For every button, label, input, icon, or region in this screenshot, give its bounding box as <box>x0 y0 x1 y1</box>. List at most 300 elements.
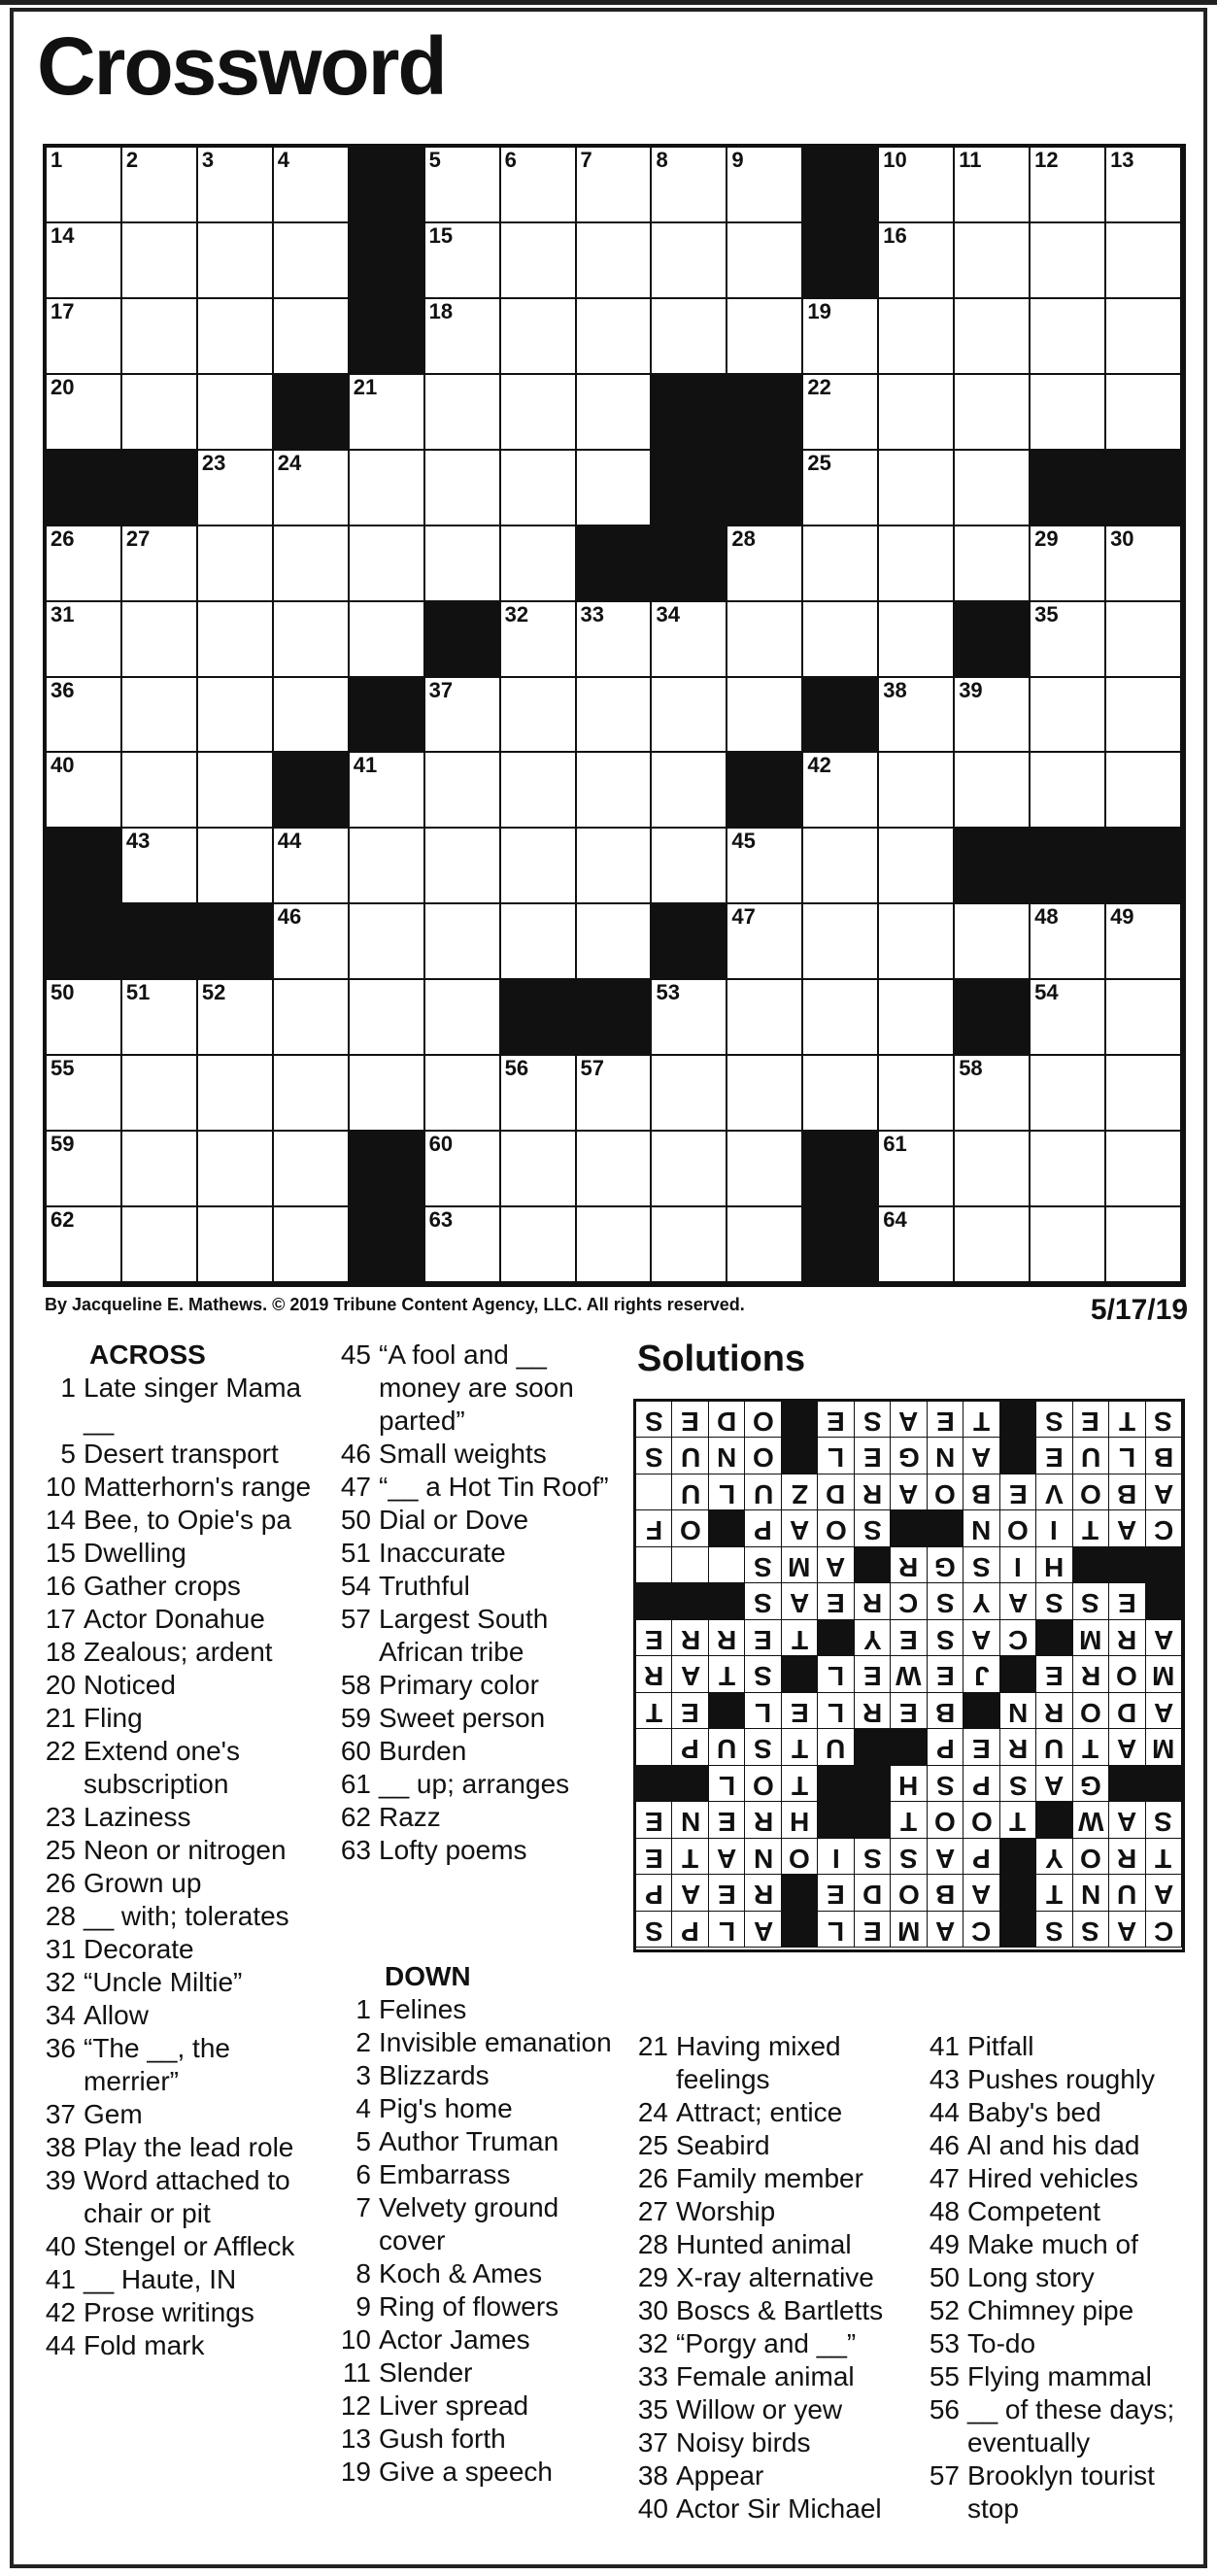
solution-cell <box>1000 1620 1036 1656</box>
grid-cell[interactable] <box>1106 753 1182 829</box>
solution-cell <box>636 1693 672 1729</box>
clue-num: 12 <box>340 2390 371 2421</box>
grid-cell[interactable] <box>1031 904 1106 980</box>
grid-cell[interactable] <box>350 829 425 904</box>
black-square <box>425 602 501 678</box>
grid-cell[interactable] <box>1031 678 1106 754</box>
clue-number: 64 <box>883 1207 907 1233</box>
grid-cell[interactable] <box>47 980 122 1056</box>
black-square <box>198 904 274 980</box>
clue-text: Actor Sir Michael <box>676 2493 882 2524</box>
grid-cell[interactable] <box>1031 602 1106 678</box>
grid-cell[interactable] <box>350 904 425 980</box>
grid-cell[interactable] <box>47 1056 122 1132</box>
grid-cell[interactable] <box>1106 148 1182 223</box>
grid-cell[interactable] <box>1106 904 1182 980</box>
solution-letter: U <box>680 1478 700 1509</box>
clue-num: 40 <box>637 2493 668 2524</box>
grid-cell[interactable] <box>727 980 803 1056</box>
grid-cell[interactable] <box>879 451 955 526</box>
solution-letter: C <box>1153 1515 1173 1546</box>
grid-cell[interactable] <box>47 375 122 451</box>
grid-cell[interactable] <box>501 299 577 375</box>
clue-num: 38 <box>637 2460 668 2491</box>
grid-cell[interactable] <box>425 980 501 1056</box>
grid-cell[interactable] <box>1031 1132 1106 1207</box>
grid-cell[interactable] <box>274 1056 350 1132</box>
grid-cell[interactable] <box>727 678 803 754</box>
solution-cell <box>709 1474 745 1510</box>
solution-cell <box>745 1620 781 1656</box>
grid-cell[interactable] <box>577 904 653 980</box>
solution-letter: E <box>1045 1661 1064 1692</box>
clue-num: 47 <box>340 1472 371 1502</box>
clue-number: 33 <box>580 601 605 627</box>
grid-cell[interactable] <box>879 526 955 602</box>
grid-cell[interactable] <box>879 904 955 980</box>
solution-letter: E <box>1117 1588 1136 1619</box>
grid-cell[interactable] <box>425 451 501 526</box>
black-square <box>955 829 1031 904</box>
clue-number: 44 <box>277 829 302 854</box>
solution-letter: I <box>1050 1515 1059 1546</box>
grid-cell[interactable] <box>577 1056 653 1132</box>
solution-cell <box>928 1474 963 1510</box>
solution-black-square <box>855 1729 891 1765</box>
grid-cell[interactable] <box>274 1132 350 1207</box>
grid-cell[interactable] <box>955 375 1031 451</box>
grid-cell[interactable] <box>652 980 727 1056</box>
grid-cell[interactable] <box>47 1207 122 1283</box>
solution-letter: D <box>826 1478 846 1509</box>
grid-cell[interactable] <box>879 1056 955 1132</box>
solution-cell <box>636 1875 672 1911</box>
grid-cell[interactable] <box>501 1132 577 1207</box>
grid-cell[interactable] <box>955 1132 1031 1207</box>
grid-cell[interactable] <box>501 1207 577 1283</box>
solution-letter: H <box>789 1807 810 1838</box>
solution-cell <box>672 1510 708 1546</box>
grid-cell[interactable] <box>803 829 879 904</box>
grid-cell[interactable] <box>577 678 653 754</box>
grid-cell[interactable] <box>803 602 879 678</box>
grid-cell[interactable] <box>1106 980 1182 1056</box>
grid-cell[interactable] <box>274 1207 350 1283</box>
clue-text: Gush forth <box>379 2423 506 2454</box>
grid-cell[interactable] <box>652 299 727 375</box>
solution-letter: R <box>862 1588 883 1619</box>
solution-cell <box>818 1656 854 1692</box>
clue-num: 20 <box>45 1670 76 1700</box>
grid-cell[interactable] <box>47 299 122 375</box>
grid-cell[interactable] <box>122 223 198 299</box>
clue-item <box>332 1504 624 1537</box>
solution-cell <box>782 1802 818 1838</box>
grid-cell[interactable] <box>955 223 1031 299</box>
grid-cell[interactable] <box>1031 223 1106 299</box>
grid-cell[interactable] <box>1106 1132 1182 1207</box>
solution-black-square <box>1000 1912 1036 1948</box>
grid-cell[interactable] <box>122 678 198 754</box>
solution-cell <box>818 1729 854 1765</box>
grid-cell[interactable] <box>1106 299 1182 375</box>
solution-black-square <box>855 1766 891 1802</box>
grid-cell[interactable] <box>879 678 955 754</box>
grid-cell[interactable] <box>425 1207 501 1283</box>
grid-cell[interactable] <box>955 1056 1031 1132</box>
solution-cell <box>709 1438 745 1474</box>
grid-cell[interactable] <box>425 904 501 980</box>
solution-letter: U <box>826 1734 846 1765</box>
solution-letter: L <box>828 1697 845 1728</box>
grid-cell[interactable] <box>955 451 1031 526</box>
grid-cell[interactable] <box>652 602 727 678</box>
down-column-2 <box>629 2030 921 2525</box>
grid-cell[interactable] <box>122 753 198 829</box>
grid-cell[interactable] <box>955 904 1031 980</box>
grid-cell[interactable] <box>1106 602 1182 678</box>
grid-cell[interactable] <box>501 904 577 980</box>
grid-cell[interactable] <box>47 1132 122 1207</box>
grid-cell[interactable] <box>198 980 274 1056</box>
solution-black-square <box>855 1802 891 1838</box>
grid-cell[interactable] <box>803 451 879 526</box>
grid-cell[interactable] <box>501 753 577 829</box>
solution-letter: E <box>862 1915 882 1947</box>
grid-cell[interactable] <box>577 1132 653 1207</box>
clue-item <box>629 2327 921 2360</box>
grid-cell[interactable] <box>955 753 1031 829</box>
grid-cell[interactable] <box>955 299 1031 375</box>
grid-cell[interactable] <box>425 1132 501 1207</box>
clue-text: Long story <box>967 2262 1095 2292</box>
grid-cell[interactable] <box>198 526 274 602</box>
grid-cell[interactable] <box>47 223 122 299</box>
grid-cell[interactable] <box>47 526 122 602</box>
grid-cell[interactable] <box>1106 223 1182 299</box>
grid-cell[interactable] <box>727 223 803 299</box>
clue-item <box>37 1438 328 1471</box>
grid-cell[interactable] <box>198 1056 274 1132</box>
solution-cell <box>818 1693 854 1729</box>
grid-cell[interactable] <box>1106 375 1182 451</box>
clue-number: 59 <box>51 1132 75 1157</box>
solution-cell <box>891 1583 927 1619</box>
clue-text: X-ray alternative <box>676 2262 874 2292</box>
grid-cell[interactable] <box>122 602 198 678</box>
clue-num: 46 <box>340 1439 371 1469</box>
solution-letter: A <box>1153 1697 1173 1728</box>
grid-cell[interactable] <box>350 526 425 602</box>
grid-cell[interactable] <box>274 148 350 223</box>
solution-letter: R <box>644 1661 664 1692</box>
solution-cell <box>1146 1802 1182 1838</box>
grid-cell[interactable] <box>652 1207 727 1283</box>
grid-cell[interactable] <box>501 526 577 602</box>
down-column-3 <box>921 2030 1198 2525</box>
clue-text: Noticed <box>84 1670 176 1700</box>
grid-cell[interactable] <box>955 526 1031 602</box>
solution-letter: P <box>935 1734 955 1765</box>
grid-cell[interactable] <box>274 980 350 1056</box>
grid-cell[interactable] <box>803 526 879 602</box>
grid-cell[interactable] <box>350 980 425 1056</box>
grid-cell[interactable] <box>47 678 122 754</box>
grid-cell[interactable] <box>879 980 955 1056</box>
grid-cell[interactable] <box>577 829 653 904</box>
grid-cell[interactable] <box>879 375 955 451</box>
clue-text: Largest South African tribe <box>379 1604 549 1667</box>
grid-cell[interactable] <box>955 678 1031 754</box>
grid-cell[interactable] <box>425 829 501 904</box>
grid-cell[interactable] <box>350 753 425 829</box>
grid-cell[interactable] <box>501 829 577 904</box>
clue-number: 52 <box>201 980 226 1005</box>
solution-cell <box>928 1438 963 1474</box>
grid-cell[interactable] <box>652 1132 727 1207</box>
grid-cell[interactable] <box>879 829 955 904</box>
grid-cell[interactable] <box>47 148 122 223</box>
solution-letter: U <box>1044 1734 1065 1765</box>
grid-cell[interactable] <box>803 1056 879 1132</box>
clue-text: Lofty poems <box>379 1835 527 1865</box>
clue-text: Boscs & Bartletts <box>676 2295 884 2325</box>
solution-cell <box>709 1875 745 1911</box>
grid-cell[interactable] <box>1031 980 1106 1056</box>
grid-cell[interactable] <box>122 526 198 602</box>
clue-number: 36 <box>51 677 75 702</box>
grid-cell[interactable] <box>122 829 198 904</box>
clue-text: Decorate <box>84 1934 194 1964</box>
grid-cell[interactable] <box>577 451 653 526</box>
clue-text: Embarrass <box>379 2159 511 2189</box>
grid-cell[interactable] <box>350 602 425 678</box>
grid-cell[interactable] <box>652 678 727 754</box>
grid-cell[interactable] <box>652 1056 727 1132</box>
solution-letter: O <box>934 1478 956 1509</box>
grid-cell[interactable] <box>274 223 350 299</box>
grid-cell[interactable] <box>1031 526 1106 602</box>
grid-cell[interactable] <box>727 829 803 904</box>
grid-cell[interactable] <box>727 1056 803 1132</box>
grid-cell[interactable] <box>274 602 350 678</box>
clue-number: 31 <box>51 601 75 627</box>
grid-cell[interactable] <box>274 829 350 904</box>
clue-num: 44 <box>45 2330 76 2360</box>
solution-cell <box>818 1474 854 1510</box>
grid-cell[interactable] <box>122 375 198 451</box>
grid-cell[interactable] <box>425 375 501 451</box>
grid-cell[interactable] <box>577 753 653 829</box>
grid-cell[interactable] <box>274 451 350 526</box>
grid-cell[interactable] <box>501 148 577 223</box>
grid-cell[interactable] <box>198 451 274 526</box>
grid-cell[interactable] <box>501 375 577 451</box>
grid-cell[interactable] <box>198 148 274 223</box>
grid-cell[interactable] <box>501 1056 577 1132</box>
solution-letter: S <box>935 1770 955 1801</box>
solution-cell <box>782 1766 818 1802</box>
grid-cell[interactable] <box>274 526 350 602</box>
grid-cell[interactable] <box>122 980 198 1056</box>
solution-cell <box>928 1875 963 1911</box>
clue-text: “A fool and __ money are soon parted” <box>379 1339 574 1436</box>
grid-cell[interactable] <box>198 1132 274 1207</box>
clue-num: 31 <box>45 1934 76 1964</box>
solution-letter: B <box>1117 1478 1137 1509</box>
grid-cell[interactable] <box>122 1056 198 1132</box>
grid-cell[interactable] <box>122 299 198 375</box>
grid-cell[interactable] <box>1031 1207 1106 1283</box>
clue-text: Matterhorn's range <box>84 1472 312 1502</box>
grid-cell[interactable] <box>879 602 955 678</box>
grid-cell[interactable] <box>501 602 577 678</box>
black-square <box>350 1132 425 1207</box>
grid-cell[interactable] <box>425 526 501 602</box>
grid-cell[interactable] <box>501 678 577 754</box>
grid-cell[interactable] <box>425 753 501 829</box>
grid-cell[interactable] <box>803 299 879 375</box>
grid-cell[interactable] <box>1106 1207 1182 1283</box>
grid-cell[interactable] <box>955 1207 1031 1283</box>
grid-cell[interactable] <box>577 375 653 451</box>
clue-num: 15 <box>45 1538 76 1568</box>
black-square <box>652 526 727 602</box>
solution-letter: O <box>934 1807 956 1838</box>
grid-cell[interactable] <box>198 375 274 451</box>
clue-text: Sweet person <box>379 1703 546 1733</box>
clue-num: 25 <box>45 1835 76 1865</box>
clue-num: 50 <box>340 1505 371 1535</box>
clue-text: Actor James <box>379 2324 530 2355</box>
grid-cell[interactable] <box>198 223 274 299</box>
grid-cell[interactable] <box>1031 1056 1106 1132</box>
grid-cell[interactable] <box>879 1132 955 1207</box>
clue-num: 36 <box>45 2033 76 2063</box>
grid-cell[interactable] <box>198 753 274 829</box>
grid-cell[interactable] <box>652 829 727 904</box>
grid-cell[interactable] <box>1106 678 1182 754</box>
grid-cell[interactable] <box>47 753 122 829</box>
grid-cell[interactable] <box>803 375 879 451</box>
grid-cell[interactable] <box>198 678 274 754</box>
grid-cell[interactable] <box>577 223 653 299</box>
grid-cell[interactable] <box>1106 526 1182 602</box>
solution-letter: P <box>754 1515 772 1546</box>
solution-black-square <box>1109 1547 1145 1583</box>
solution-letter: A <box>971 1880 992 1911</box>
grid-cell[interactable] <box>727 602 803 678</box>
grid-cell[interactable] <box>879 148 955 223</box>
grid-cell[interactable] <box>122 1132 198 1207</box>
clue-item <box>37 1570 328 1603</box>
grid-cell[interactable] <box>1106 1056 1182 1132</box>
grid-cell[interactable] <box>577 1207 653 1283</box>
grid-cell[interactable] <box>274 904 350 980</box>
grid-cell[interactable] <box>425 1056 501 1132</box>
grid-cell[interactable] <box>501 223 577 299</box>
grid-cell[interactable] <box>274 299 350 375</box>
clue-number: 25 <box>807 450 831 475</box>
grid-cell[interactable] <box>122 148 198 223</box>
grid-cell[interactable] <box>727 1207 803 1283</box>
grid-cell[interactable] <box>652 148 727 223</box>
grid-cell[interactable] <box>1031 148 1106 223</box>
grid-cell[interactable] <box>727 526 803 602</box>
grid-cell[interactable] <box>803 753 879 829</box>
solution-cell <box>928 1620 963 1656</box>
solution-letter: T <box>791 1770 808 1801</box>
grid-cell[interactable] <box>727 1132 803 1207</box>
clue-number: 18 <box>428 298 454 323</box>
clue-text: Burden <box>379 1736 467 1766</box>
grid-cell[interactable] <box>350 375 425 451</box>
grid-cell[interactable] <box>1031 375 1106 451</box>
grid-cell[interactable] <box>803 980 879 1056</box>
clue-text: Family member <box>676 2163 863 2193</box>
grid-cell[interactable] <box>803 904 879 980</box>
grid-cell[interactable] <box>198 299 274 375</box>
grid-cell[interactable] <box>577 299 653 375</box>
grid-cell[interactable] <box>652 223 727 299</box>
clue-number: 9 <box>731 148 744 172</box>
grid-cell[interactable] <box>879 223 955 299</box>
grid-cell[interactable] <box>350 451 425 526</box>
clue-num: 32 <box>637 2328 668 2358</box>
clue-num: 13 <box>340 2423 371 2454</box>
grid-cell[interactable] <box>727 148 803 223</box>
grid-cell[interactable] <box>577 148 653 223</box>
grid-cell[interactable] <box>350 1056 425 1132</box>
grid-cell[interactable] <box>501 451 577 526</box>
grid-cell[interactable] <box>425 678 501 754</box>
grid-cell[interactable] <box>1031 299 1106 375</box>
grid-cell[interactable] <box>727 299 803 375</box>
grid-cell[interactable] <box>652 753 727 829</box>
grid-cell[interactable] <box>425 148 501 223</box>
solution-cell <box>636 1547 672 1583</box>
solution-letter: A <box>789 1588 810 1619</box>
solution-cell <box>745 1510 781 1546</box>
grid-cell[interactable] <box>198 602 274 678</box>
grid-cell[interactable] <box>727 904 803 980</box>
grid-cell[interactable] <box>122 1207 198 1283</box>
solution-cell <box>745 1693 781 1729</box>
grid-cell[interactable] <box>425 223 501 299</box>
grid-cell[interactable] <box>274 678 350 754</box>
solution-cell <box>1036 1656 1072 1692</box>
grid-cell[interactable] <box>47 602 122 678</box>
grid-cell[interactable] <box>879 753 955 829</box>
clue-text: Laziness <box>84 1802 191 1832</box>
clue-num: 61 <box>340 1769 371 1799</box>
grid-cell[interactable] <box>425 299 501 375</box>
solution-cell <box>891 1656 927 1692</box>
grid-cell[interactable] <box>577 602 653 678</box>
clue-num: 1 <box>355 1994 371 2024</box>
grid-cell[interactable] <box>198 1207 274 1283</box>
clue-text: Prose writings <box>84 2297 254 2327</box>
grid-cell[interactable] <box>198 829 274 904</box>
clue-item <box>332 2026 624 2059</box>
grid-cell[interactable] <box>879 299 955 375</box>
grid-cell[interactable] <box>1031 753 1106 829</box>
grid-cell[interactable] <box>879 1207 955 1283</box>
solution-cell <box>855 1474 891 1510</box>
grid-cell[interactable] <box>955 148 1031 223</box>
solution-cell <box>636 1729 672 1765</box>
solution-letter: A <box>1117 1807 1137 1838</box>
